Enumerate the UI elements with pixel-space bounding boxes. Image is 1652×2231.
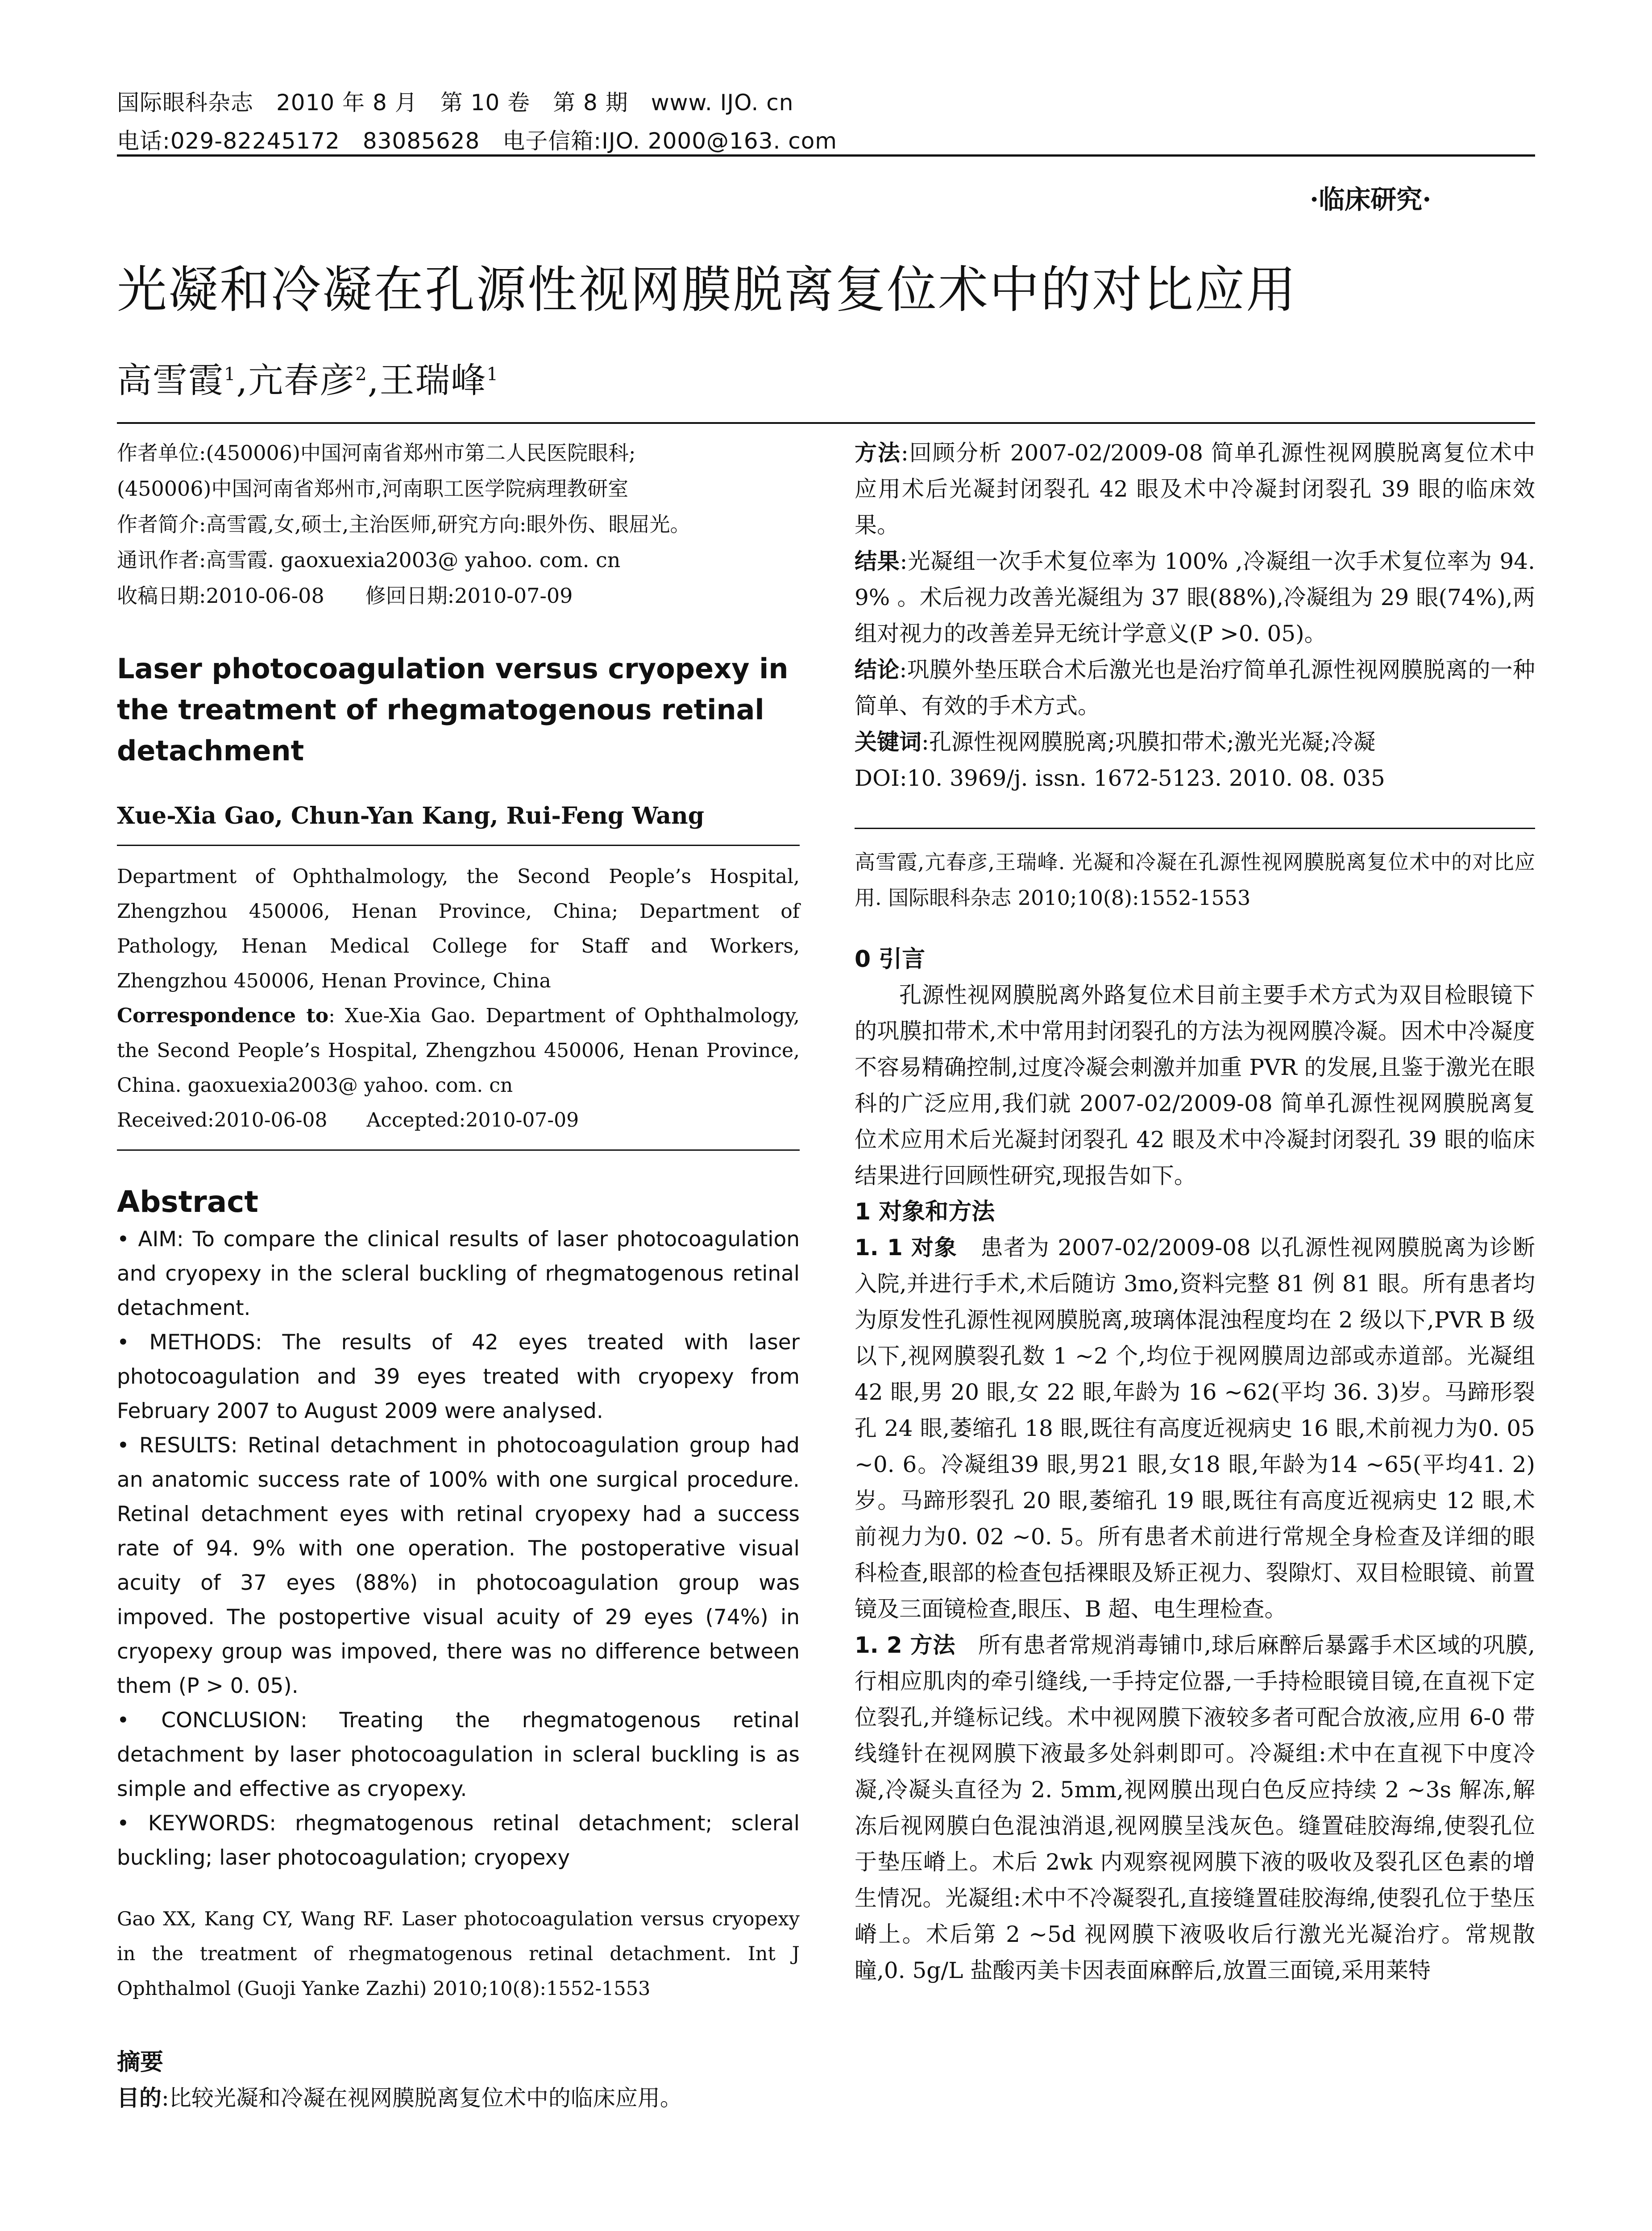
citation-english: Gao XX, Kang CY, Wang RF. Laser photocoagulation versus cryopexy in the treatment of rhegmatogenous retinal detachment. Int J Ophthalmol (Guoji Yanke Zazhi) 2010;10(8):1552-1553 — [117, 1908, 800, 2000]
conclusion-text: :巩膜外垫压联合术后激光也是治疗简单孔源性视网膜脱离的一种简单、有效的手术方式。 — [855, 657, 1535, 719]
journal-header: 国际眼科杂志 2010 年 8 月 第 10 卷 第 8 期 www. IJO. cn — [117, 90, 794, 116]
author-2: ,亢春彦 — [236, 361, 356, 401]
english-title: Laser photocoagulation versus cryopexy in the treatment of rhegmatogenous retinal detachment — [117, 652, 789, 767]
methods-label: 方法 — [855, 440, 901, 466]
journal-contact: 电话:029-82245172 83085628 电子信箱:IJO. 2000@163. com — [117, 128, 838, 154]
abstract-rule — [855, 828, 1535, 829]
right-column — [855, 435, 1535, 1989]
chinese-abstract-methods — [855, 435, 1535, 543]
section-1-1-label: 1. 1 对象 — [855, 1235, 958, 1261]
header-rule — [117, 154, 1535, 157]
english-author-rule — [117, 845, 800, 846]
left-column — [117, 435, 800, 2116]
abstract-aim: • AIM: To compare the clinical results of laser photocoagulation and cryopexy in the scleral buckling of rhegmatogenous retinal detachment. — [117, 1227, 800, 1320]
doi: DOI:10. 3969/j. issn. 1672-5123. 2010. 08. 035 — [855, 765, 1385, 791]
section-1-1-text: 患者为 2007-02/2009-08 以孔源性视网膜脱离为诊断入院,并进行手术,术后随访 3mo,资料完整 81 例 81 眼。所有患者均为原发性孔源性视网膜脱离,玻璃体混浊程度均在 2 级以下,PVR B 级以下,视网膜裂孔数 1 ~2 个,均位于视网膜周边部或赤道部。光凝组 42 眼,男 20 眼,女 22 眼,年龄为 16 ~62(平均 36. 3)岁。马蹄形裂孔 24 眼,萎缩孔 18 眼,既往有高度近视病史 16 眼,术前视力为0. 05 ~0. 6。冷凝组39 眼,男21 眼,女18 眼,年龄为14 ~65(平均41. 2)岁。马蹄形裂孔 20 眼,萎缩孔 19 眼,既往有高度近视病史 12 眼,术前视力为0. 02 ~0. 5。所有患者术前进行常规全身检查及详细的眼科检查,眼部的检查包括裸眼及矫正视力、裂隙灯、双目检眼镜、前置镜及三面镜检查,眼压、B 超、电生理检查。 — [855, 1235, 1535, 1622]
abstract-title: Abstract — [117, 1185, 258, 1219]
section-heading-1: 1 对象和方法 — [855, 1198, 995, 1225]
section-1-2-label: 1. 2 方法 — [855, 1632, 956, 1658]
author-info-line: (450006)中国河南省郑州市,河南职工医学院病理教研室 — [117, 477, 629, 501]
author-1: 高雪霞 — [117, 361, 224, 401]
results-text: :光凝组一次手术复位率为 100% ,冷凝组一次手术复位率为 94. 9% 。术后视力改善光凝组为 37 眼(88%),冷凝组为 29 眼(74%),两组对视力的改善差异无统计学意义(P >0. 05)。 — [855, 548, 1535, 647]
aim-text: :比较光凝和冷凝在视网膜脱离复位术中的临床应用。 — [162, 2085, 682, 2111]
chinese-abstract-title: 摘要 — [117, 2049, 164, 2076]
aim-label: 目的 — [117, 2085, 162, 2111]
chinese-abstract-conclusion — [855, 652, 1535, 724]
author-3-sup: 1 — [486, 364, 499, 385]
abstract-results: • RESULTS: Retinal detachment in photocoagulation group had an anatomic success rate of 100% with one surgical procedure. Retinal detachment eyes with retinal cryopexy had a success rate of 94. 9% with one operation. The postoperative visual acuity of 37 eyes (88%) in photocoagulation group was impoved. The postopertive visual acuity of 29 eyes (74%) in cryopexy group was impoved, there was no difference between them (P > 0. 05). — [117, 1433, 800, 1698]
section-heading-0: 0 引言 — [855, 946, 926, 973]
keywords-text: :孔源性视网膜脱离;巩膜扣带术;激光光凝;冷凝 — [921, 729, 1376, 755]
author-info-line: 通讯作者:高雪霞. gaoxuexia2003@ yahoo. com. cn — [117, 548, 621, 572]
keywords-label: 关键词 — [855, 729, 921, 755]
affiliation-block — [117, 859, 800, 1138]
author-info-line: 作者单位:(450006)中国河南省郑州市第二人民医院眼科; — [117, 441, 636, 465]
section-tag: ·临床研究· — [1310, 184, 1432, 215]
methods-text: :回顾分析 2007-02/2009-08 简单孔源性视网膜脱离复位术中应用术后光凝封闭裂孔 42 眼及术中冷凝封闭裂孔 39 眼的临床效果。 — [855, 440, 1535, 538]
chinese-abstract-aim — [117, 2080, 800, 2116]
correspondence-text: : Xue-Xia Gao. Department of Ophthalmology, the Second People’s Hospital, Zhengzhou 450006, Henan Province, China. gaoxuexia2003@ yahoo. com. cn — [117, 1004, 800, 1097]
section-0-text: 孔源性视网膜脱离外路复位术目前主要手术方式为双目检眼镜下的巩膜扣带术,术中常用封闭裂孔的方法为视网膜冷凝。因术中冷凝度不容易精确控制,过度冷凝会刺激并加重 PVR 的发展,且鉴于激光在眼科的广泛应用,我们就 2007-02/2009-08 简单孔源性视网膜脱离复位术应用术后光凝封闭裂孔 42 眼及术中冷凝封闭裂孔 39 眼的临床结果进行回顾性研究,现报告如下。 — [855, 982, 1535, 1189]
affiliation-rule — [117, 1149, 800, 1151]
correspondence-label: Correspondence to — [117, 1004, 329, 1027]
author-3: ,王瑞峰 — [367, 361, 487, 401]
author-2-sup: 2 — [355, 364, 368, 385]
chinese-abstract-keywords — [855, 724, 1535, 760]
results-label: 结果 — [855, 548, 900, 574]
author-list — [117, 352, 499, 402]
english-authors: Xue-Xia Gao, Chun-Yan Kang, Rui-Feng Wang — [117, 802, 705, 829]
citation-chinese: 高雪霞,亢春彦,王瑞峰. 光凝和冷凝在孔源性视网膜脱离复位术中的对比应用. 国际眼科杂志 2010;10(8):1552-1553 — [855, 850, 1535, 910]
received-dates: Received:2010-06-08 Accepted:2010-07-09 — [117, 1109, 579, 1132]
section-1-2-text: 所有患者常规消毒铺巾,球后麻醉后暴露手术区域的巩膜,行相应肌肉的牵引缝线,一手持定位器,一手持检眼镜目镜,在直视下定位裂孔,并缝标记线。术中视网膜下液较多者可配合放液,应用 6-0 带线缝针在视网膜下液最多处斜刺即可。冷凝组:术中在直视下中度冷凝,冷凝头直径为 2. 5mm,视网膜出现白色反应持续 2 ~3s 解冻,解冻后视网膜白色混浊消退,视网膜呈浅灰色。缝置硅胶海绵,使裂孔位于垫压嵴上。术后 2wk 内观察视网膜下液的吸收及裂孔区色素的增生情况。光凝组:术中不冷凝裂孔,直接缝置硅胶海绵,使裂孔位于垫压嵴上。术后第 2 ~5d 视网膜下液吸收后行激光光凝治疗。常规散瞳,0. 5g/L 盐酸丙美卡因表面麻醉后,放置三面镜,采用莱特 — [855, 1632, 1535, 1983]
author-info-line: 收稿日期:2010-06-08 修回日期:2010-07-09 — [117, 584, 573, 608]
section-1-1 — [855, 1230, 1535, 1627]
title-rule — [117, 422, 1535, 424]
author-1-sup: 1 — [224, 364, 237, 385]
abstract-conclusion: • CONCLUSION: Treating the rhegmatogenous retinal detachment by laser photocoagulation in scleral buckling is as simple and effective as cryopexy. — [117, 1708, 800, 1801]
article-title: 光凝和冷凝在孔源性视网膜脱离复位术中的对比应用 — [117, 261, 1297, 319]
abstract-methods: • METHODS: The results of 42 eyes treated with laser photocoagulation and 39 eyes treated with cryopexy from February 2007 to August 2009 were analysed. — [117, 1330, 800, 1423]
chinese-abstract-results — [855, 543, 1535, 652]
abstract-keywords: • KEYWORDS: rhegmatogenous retinal detachment; scleral buckling; laser photocoagulation; cryopexy — [117, 1811, 800, 1870]
section-1-2 — [855, 1627, 1535, 1989]
affiliation: Department of Ophthalmology, the Second People’s Hospital, Zhengzhou 450006, Henan Province, China; Department of Pathology, Henan Medical College for Staff and Workers, Zhengzhou 450006, Henan Province, China — [117, 865, 800, 992]
conclusion-label: 结论 — [855, 657, 900, 683]
correspondence — [117, 999, 800, 1103]
author-info-line: 作者简介:高雪霞,女,硕士,主治医师,研究方向:眼外伤、眼屈光。 — [117, 512, 691, 536]
